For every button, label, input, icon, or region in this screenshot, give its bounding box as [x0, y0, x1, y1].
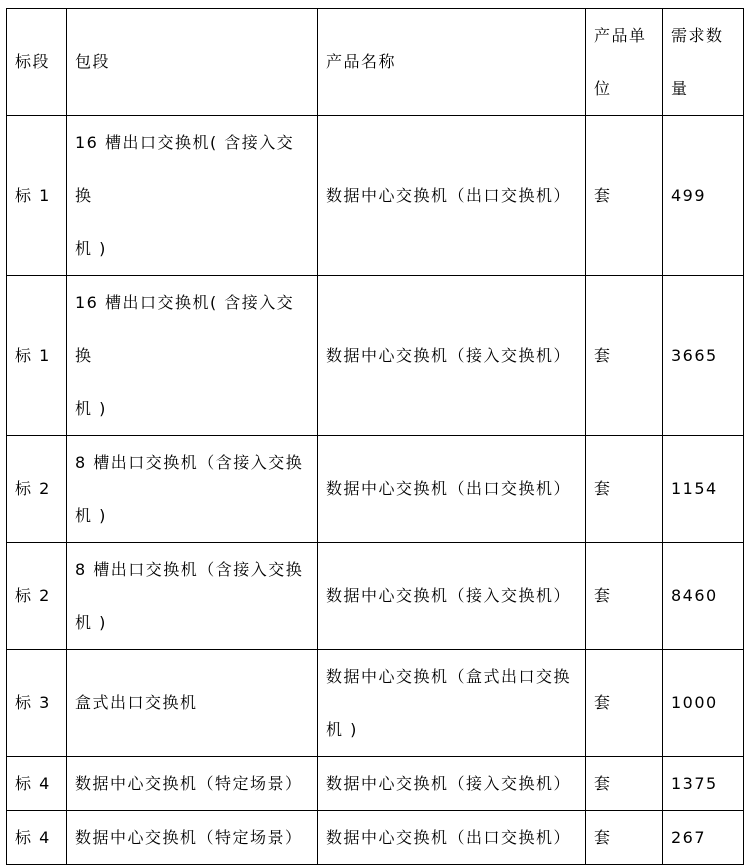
cell-section: 标 1 — [7, 116, 67, 276]
cell-product: 数据中心交换机（接入交换机） — [318, 757, 586, 811]
cell-package-line1: 8 槽出口交换机（含接入交换 — [75, 453, 304, 472]
header-qty — [663, 9, 744, 116]
cell-package — [67, 436, 318, 543]
table-header-row — [7, 9, 744, 116]
cell-section: 标 4 — [7, 811, 67, 865]
cell-product: 数据中心交换机（接入交换机） — [318, 276, 586, 436]
cell-unit: 套 — [586, 543, 663, 650]
cell-package: 盒式出口交换机 — [67, 650, 318, 757]
table-row — [7, 757, 744, 811]
cell-package-line2: 机 ) — [75, 613, 107, 632]
cell-unit: 套 — [586, 757, 663, 811]
header-product: 产品名称 — [318, 9, 586, 116]
cell-package-line2: 机 ) — [75, 399, 107, 418]
table-row — [7, 811, 744, 865]
cell-package — [67, 543, 318, 650]
table-row — [7, 650, 744, 757]
cell-qty: 1375 — [663, 757, 744, 811]
cell-product: 数据中心交换机（接入交换机） — [318, 543, 586, 650]
cell-package: 数据中心交换机（特定场景） — [67, 811, 318, 865]
cell-product: 数据中心交换机（出口交换机） — [318, 116, 586, 276]
table-row — [7, 116, 744, 276]
cell-package-line1: 16 槽出口交换机( 含接入交换 — [75, 133, 295, 205]
header-package: 包段 — [67, 9, 318, 116]
cell-unit: 套 — [586, 811, 663, 865]
table-row — [7, 436, 744, 543]
cell-package-line2: 机 ) — [75, 239, 107, 258]
cell-product: 数据中心交换机（出口交换机） — [318, 811, 586, 865]
cell-section: 标 1 — [7, 276, 67, 436]
cell-unit: 套 — [586, 436, 663, 543]
cell-unit: 套 — [586, 650, 663, 757]
cell-qty: 499 — [663, 116, 744, 276]
cell-qty: 1000 — [663, 650, 744, 757]
procurement-table — [6, 8, 744, 865]
cell-qty: 3665 — [663, 276, 744, 436]
cell-qty: 8460 — [663, 543, 744, 650]
cell-product: 数据中心交换机（出口交换机） — [318, 436, 586, 543]
header-unit — [586, 9, 663, 116]
cell-package — [67, 116, 318, 276]
cell-unit: 套 — [586, 116, 663, 276]
header-unit-line2: 位 — [594, 79, 612, 98]
cell-section: 标 3 — [7, 650, 67, 757]
cell-package — [67, 276, 318, 436]
cell-package-line2: 机 ) — [75, 506, 107, 525]
cell-section: 标 2 — [7, 436, 67, 543]
table-row — [7, 276, 744, 436]
cell-product — [318, 650, 586, 757]
header-section: 标段 — [7, 9, 67, 116]
cell-product-line1: 数据中心交换机（盒式出口交换 — [326, 667, 572, 686]
cell-section: 标 4 — [7, 757, 67, 811]
table-row — [7, 543, 744, 650]
cell-qty: 267 — [663, 811, 744, 865]
header-qty-line1: 需求数 — [671, 26, 724, 45]
cell-unit: 套 — [586, 276, 663, 436]
cell-package-line1: 16 槽出口交换机( 含接入交换 — [75, 293, 295, 365]
cell-package: 数据中心交换机（特定场景） — [67, 757, 318, 811]
cell-package-line1: 8 槽出口交换机（含接入交换 — [75, 560, 304, 579]
header-qty-line2: 量 — [671, 79, 689, 98]
cell-product-line2: 机 ) — [326, 720, 358, 739]
cell-section: 标 2 — [7, 543, 67, 650]
header-unit-line1: 产品单 — [594, 26, 647, 45]
cell-qty: 1154 — [663, 436, 744, 543]
